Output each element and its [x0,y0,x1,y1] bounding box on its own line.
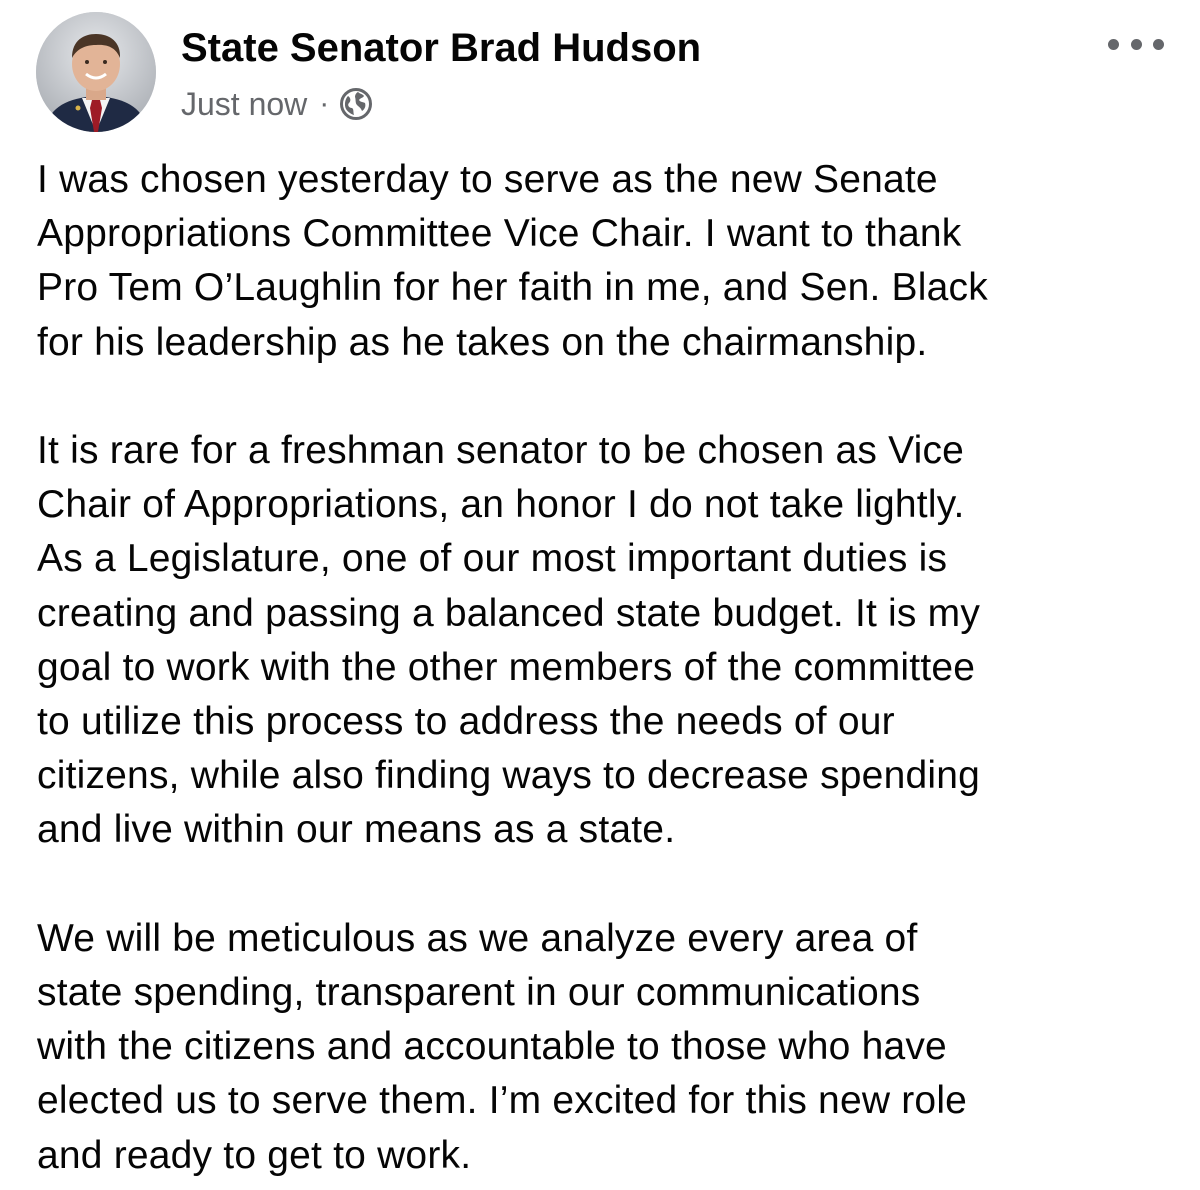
text-line: state spending, transparent in our communications [37,971,921,1015]
text-line: I was chosen yesterday to serve as the new Senate [37,158,938,201]
text-line: goal to work with the other members of the committee [37,645,976,689]
text-line: citizens, while also finding ways to decrease spending [37,754,980,798]
more-dot [1131,39,1142,50]
text-line: As a Legislature, one of our most important duties is [37,537,948,581]
more-dot [1153,39,1164,50]
text-line: creating and passing a balanced state budget. It is my [37,591,981,635]
more-options-icon[interactable] [1108,28,1164,60]
more-dot [1108,39,1119,50]
text-line: and live within our means as a state. [37,808,676,852]
text-line: elected us to serve them. I’m excited for this new role [37,1079,968,1123]
meta-separator: · [319,87,330,120]
text-line: with the citizens and accountable to those who have [37,1025,947,1069]
post-meta [181,82,373,126]
post-paragraph [37,912,1177,1183]
post-paragraph [37,424,1177,858]
avatar[interactable] [36,12,156,132]
profile-photo [36,12,156,132]
text-line: We will be meticulous as we analyze every area of [37,916,918,960]
text-line: to utilize this process to address the needs of our [37,700,895,744]
author-name[interactable]: State Senator Brad Hudson [181,26,702,70]
post-text [37,153,1177,1183]
text-line: and ready to get to work. [37,1133,472,1177]
text-line: for his leadership as he takes on the chairmanship. [37,320,928,364]
text-line: It is rare for a freshman senator to be chosen as Vice [37,429,965,472]
text-line: Appropriations Committee Vice Chair. I want to thank [37,212,962,256]
post-paragraph [37,153,1177,370]
text-line: Chair of Appropriations, an honor I do not take lightly. [37,483,965,527]
text-line: Pro Tem O’Laughlin for her faith in me, and Sen. Black [37,266,988,310]
post-timestamp[interactable]: Just now [181,85,308,122]
globe-icon[interactable] [339,87,373,121]
